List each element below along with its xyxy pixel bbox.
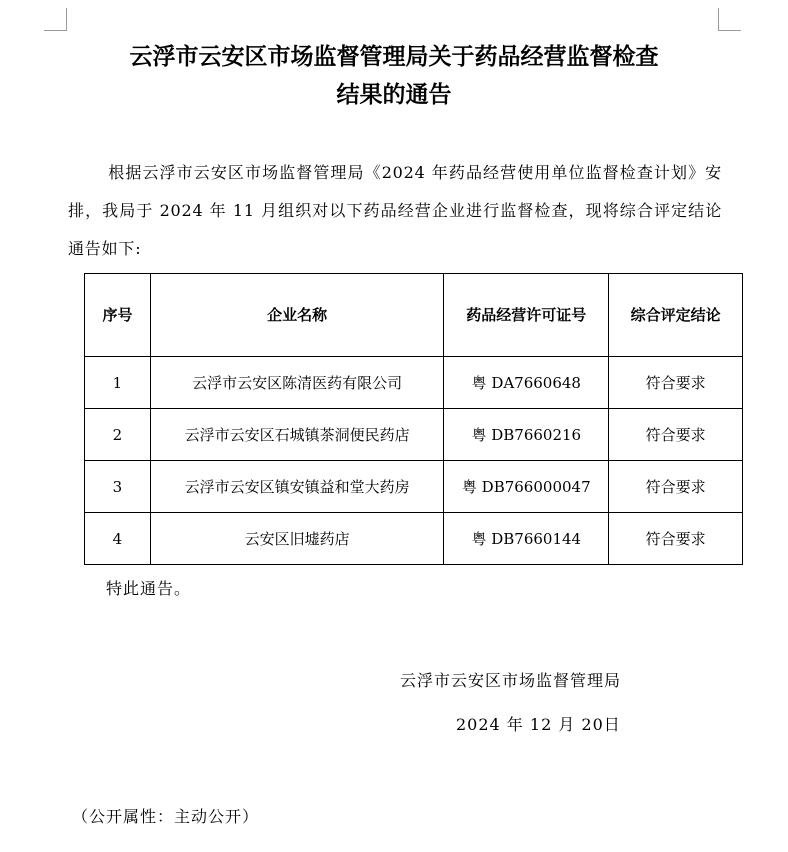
row-no: 4 xyxy=(85,513,151,565)
table-row xyxy=(85,461,743,513)
row-result: 符合要求 xyxy=(609,513,743,565)
issue-date: 2024 年 12 月 20日 xyxy=(456,715,621,734)
row-no: 3 xyxy=(85,461,151,513)
disclosure-attribute: （公开属性：主动公开） xyxy=(72,807,260,826)
row-result: 符合要求 xyxy=(609,357,743,409)
crop-mark-top-right xyxy=(718,8,741,31)
row-result: 符合要求 xyxy=(609,409,743,461)
header-license-no: 药品经营许可证号 xyxy=(444,274,609,357)
body-paragraph xyxy=(68,154,722,268)
row-company-name: 云浮市云安区镇安镇益和堂大药房 xyxy=(150,461,443,513)
row-license-no: 粤 DB7660216 xyxy=(444,409,609,461)
table-row xyxy=(85,409,743,461)
crop-mark-top-left xyxy=(44,8,67,31)
row-license-no: 粤 DB7660144 xyxy=(444,513,609,565)
header-company-name: 企业名称 xyxy=(150,274,443,357)
row-company-name: 云安区旧墟药店 xyxy=(150,513,443,565)
inspection-results-table xyxy=(84,273,743,565)
row-license-no: 粤 DB766000047 xyxy=(444,461,609,513)
row-no: 1 xyxy=(85,357,151,409)
table-row xyxy=(85,357,743,409)
row-result: 符合要求 xyxy=(609,461,743,513)
paragraph-text: 根据云浮市云安区市场监督管理局《2024 年药品经营使用单位监督检查计划》安排，我局于 2024 年 11 月组织对以下药品经营企业进行监督检查，现将综合评定结论通告如下: xyxy=(68,163,722,258)
title-line-2: 结果的通告 xyxy=(336,82,452,108)
signing-authority: 云浮市云安区市场监督管理局 xyxy=(400,671,622,690)
row-license-no: 粤 DA7660648 xyxy=(444,357,609,409)
header-no: 序号 xyxy=(85,274,151,357)
row-company-name: 云浮市云安区陈清医药有限公司 xyxy=(150,357,443,409)
document-title xyxy=(60,38,728,114)
table-header-row xyxy=(85,274,743,357)
row-company-name: 云浮市云安区石城镇茶洞便民药店 xyxy=(150,409,443,461)
row-no: 2 xyxy=(85,409,151,461)
title-line-1: 云浮市云安区市场监督管理局关于药品经营监督检查 xyxy=(129,44,659,70)
closing-text: 特此通告。 xyxy=(106,579,192,598)
table-row xyxy=(85,513,743,565)
header-result: 综合评定结论 xyxy=(609,274,743,357)
